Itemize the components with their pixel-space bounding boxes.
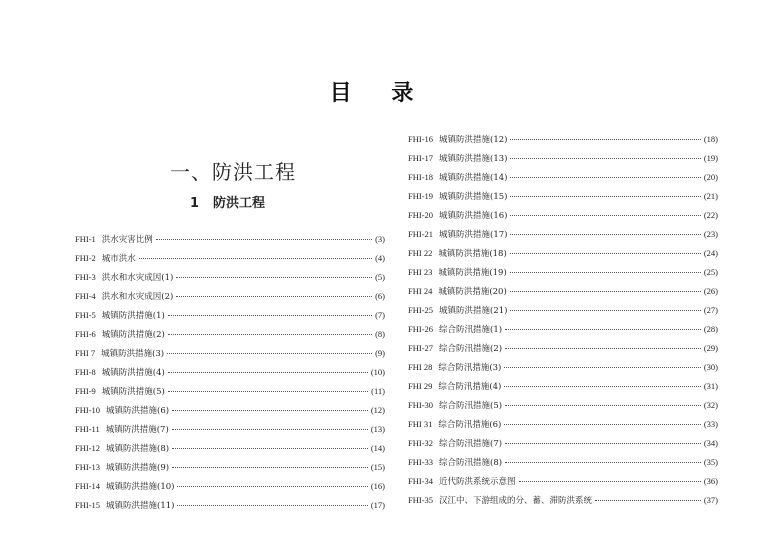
toc-entry-title: 城镇防洪措施(17) (439, 230, 508, 240)
toc-entry[interactable] (75, 233, 385, 252)
toc-entry-page: (34) (703, 438, 718, 448)
toc-entry-title: 城镇防洪措施(12) (439, 135, 508, 145)
toc-entry-page: (28) (703, 324, 718, 334)
toc-dot-leader (505, 404, 701, 406)
toc-dot-leader (505, 442, 701, 444)
toc-entry-title: 综合防汛措施(5) (439, 401, 503, 411)
toc-entry-title: 城镇防洪措施(18) (438, 249, 507, 259)
toc-dot-leader (505, 461, 701, 463)
toc-entry[interactable] (75, 404, 385, 423)
toc-entry-title: 汉江中、下游组成的分、蓄、滞防洪系统 (439, 496, 593, 506)
toc-dot-leader (510, 290, 701, 292)
toc-entry-code: FHI 31 (408, 419, 433, 429)
toc-dot-leader (510, 309, 700, 311)
toc-entry-code: FHI 7 (75, 348, 96, 358)
toc-entry[interactable] (75, 252, 385, 271)
toc-entry-code: FHI-18 (408, 172, 434, 182)
toc-entry-page: (23) (703, 229, 718, 239)
toc-entry-page: (21) (703, 191, 718, 201)
toc-dot-leader (510, 138, 700, 140)
toc-entry-code: FHI-10 (75, 405, 101, 415)
toc-entry[interactable] (75, 271, 385, 290)
toc-entry[interactable] (75, 442, 385, 461)
toc-dot-leader (177, 504, 367, 506)
toc-entry-code: FHI 23 (408, 267, 433, 277)
toc-left-column (75, 233, 385, 518)
toc-entry-title: 城镇防洪措施(5) (101, 387, 165, 397)
toc-dot-leader (176, 295, 372, 297)
toc-entry-title: 综合防汛措施(7) (439, 439, 503, 449)
toc-entry-page: (19) (703, 153, 718, 163)
toc-entry-title: 城市洪水 (101, 254, 136, 264)
toc-entry-code: FHI-35 (408, 495, 434, 505)
toc-dot-leader (595, 499, 701, 501)
toc-dot-leader (168, 333, 372, 335)
toc-entry[interactable] (408, 266, 718, 285)
toc-dot-leader (156, 238, 372, 240)
toc-dot-leader (139, 257, 372, 259)
toc-entry-code: FHI-30 (408, 400, 434, 410)
toc-right-column (408, 133, 718, 513)
toc-entry-title: 城镇防洪措施(20) (438, 287, 507, 297)
toc-entry-code: FHI-4 (75, 291, 96, 301)
toc-entry-page: (10) (370, 367, 385, 377)
toc-entry-code: FHI-20 (408, 210, 434, 220)
toc-entry[interactable] (75, 385, 385, 404)
toc-entry[interactable] (75, 499, 385, 518)
toc-entry[interactable] (408, 399, 718, 418)
toc-dot-leader (510, 157, 700, 159)
toc-entry-code: FHI-32 (408, 438, 434, 448)
toc-entry-title: 城镇防洪措施(19) (438, 268, 507, 278)
toc-entry-title: 城镇防洪措施(14) (439, 173, 508, 183)
toc-entry-page: (30) (703, 362, 718, 372)
sub-heading (190, 192, 265, 211)
toc-entry-page: (8) (375, 329, 385, 339)
toc-entry-code: FHI-25 (408, 305, 434, 315)
toc-entry-title: 城镇防洪措施(10) (106, 482, 175, 492)
toc-entry-page: (9) (375, 348, 385, 358)
toc-dot-leader (505, 328, 701, 330)
toc-entry-code: FHI-5 (75, 310, 96, 320)
toc-entry-page: (6) (375, 291, 385, 301)
toc-entry-page: (11) (371, 386, 385, 396)
toc-entry-code: FHI-21 (408, 229, 434, 239)
toc-entry-page: (4) (375, 253, 385, 263)
toc-entry-page: (7) (375, 310, 385, 320)
toc-entry-title: 城镇防洪措施(4) (101, 368, 165, 378)
page-title: 目 录 (329, 81, 430, 106)
toc-entry-title: 洪水灾害比例 (101, 235, 153, 245)
toc-entry[interactable] (408, 171, 718, 190)
toc-entry[interactable] (408, 247, 718, 266)
toc-dot-leader (510, 214, 700, 216)
toc-dot-leader (172, 466, 368, 468)
toc-dot-leader (172, 409, 368, 411)
toc-entry-code: FHI-14 (75, 481, 101, 491)
toc-entry-code: FHI-11 (75, 424, 100, 434)
toc-dot-leader (168, 390, 368, 392)
toc-entry-code: FHI-12 (75, 443, 101, 453)
section-heading: 一、防洪工程 (170, 160, 296, 184)
toc-dot-leader (510, 176, 700, 178)
toc-entry-title: 综合防汛措施(6) (438, 420, 502, 430)
toc-entry[interactable] (75, 309, 385, 328)
toc-entry[interactable] (408, 152, 718, 171)
toc-entry-title: 近代防洪系统示意图 (439, 477, 516, 487)
toc-entry-code: FHI-1 (75, 234, 96, 244)
toc-entry-code: FHI-6 (75, 329, 96, 339)
toc-entry-code: FHI-15 (75, 500, 101, 510)
toc-dot-leader (504, 385, 700, 387)
toc-entry-title: 洪水和水灾成因(2) (101, 292, 174, 302)
toc-entry[interactable] (408, 418, 718, 437)
toc-entry-code: FHI-27 (408, 343, 434, 353)
toc-entry-title: 洪水和水灾成因(1) (101, 273, 174, 283)
toc-entry-page: (25) (703, 267, 718, 277)
toc-dot-leader (176, 276, 372, 278)
toc-entry-code: FHI-26 (408, 324, 434, 334)
toc-entry[interactable] (408, 494, 718, 513)
toc-entry[interactable] (75, 423, 385, 442)
toc-dot-leader (172, 447, 368, 449)
toc-dot-leader (510, 233, 700, 235)
toc-entry[interactable] (408, 304, 718, 323)
toc-dot-leader (519, 480, 701, 482)
toc-entry-title: 城镇防洪措施(1) (101, 311, 165, 321)
toc-entry-page: (29) (703, 343, 718, 353)
toc-entry-page: (16) (370, 481, 385, 491)
sub-heading-number: 1 (190, 196, 200, 211)
toc-entry[interactable] (75, 480, 385, 499)
toc-dot-leader (168, 314, 372, 316)
toc-entry-page: (20) (703, 172, 718, 182)
toc-entry-title: 城镇防洪措施(7) (105, 425, 169, 435)
toc-entry-title: 综合防汛措施(4) (438, 382, 502, 392)
toc-entry[interactable] (408, 323, 718, 342)
toc-entry-page: (17) (370, 500, 385, 510)
toc-entry-code: FHI 28 (408, 362, 433, 372)
toc-entry-page: (35) (703, 457, 718, 467)
toc-dot-leader (510, 271, 701, 273)
toc-entry[interactable] (75, 461, 385, 480)
toc-entry[interactable] (408, 190, 718, 209)
toc-entry-title: 城镇防洪措施(11) (106, 501, 175, 511)
toc-entry-title: 综合防汛措施(1) (439, 325, 503, 335)
toc-entry-code: FHI 22 (408, 248, 433, 258)
toc-entry-page: (12) (370, 405, 385, 415)
toc-entry-page: (36) (703, 476, 718, 486)
toc-entry-title: 城镇防洪措施(16) (439, 211, 508, 221)
toc-entry-page: (32) (703, 400, 718, 410)
toc-entry-page: (26) (703, 286, 718, 296)
toc-dot-leader (168, 371, 368, 373)
toc-entry-title: 城镇防洪措施(15) (439, 192, 508, 202)
toc-entry-page: (3) (375, 234, 385, 244)
toc-entry-page: (18) (703, 134, 718, 144)
toc-entry-title: 综合防汛措施(8) (439, 458, 503, 468)
toc-entry[interactable] (408, 133, 718, 152)
toc-entry[interactable] (408, 228, 718, 247)
toc-dot-leader (172, 428, 368, 430)
toc-dot-leader (510, 195, 700, 197)
toc-dot-leader (177, 485, 367, 487)
toc-entry[interactable] (408, 285, 718, 304)
toc-entry-title: 城镇防洪措施(2) (101, 330, 165, 340)
toc-entry[interactable] (408, 342, 718, 361)
toc-entry[interactable] (408, 361, 718, 380)
toc-entry[interactable] (75, 290, 385, 309)
toc-dot-leader (510, 252, 701, 254)
toc-entry-title: 城镇防洪措施(8) (106, 444, 170, 454)
toc-entry-page: (14) (370, 443, 385, 453)
toc-entry-title: 综合防汛措施(3) (438, 363, 502, 373)
toc-entry-page: (37) (703, 495, 718, 505)
toc-dot-leader (504, 366, 700, 368)
toc-entry-title: 城镇防洪措施(3) (101, 349, 165, 359)
toc-entry[interactable] (75, 366, 385, 385)
toc-entry[interactable] (408, 437, 718, 456)
toc-entry-page: (13) (370, 424, 385, 434)
toc-entry-page: (27) (703, 305, 718, 315)
toc-entry-title: 城镇防洪措施(9) (106, 463, 170, 473)
toc-entry-code: FHI-3 (75, 272, 96, 282)
toc-entry-page: (15) (370, 462, 385, 472)
toc-entry[interactable] (408, 456, 718, 475)
toc-entry-code: FHI-33 (408, 457, 434, 467)
toc-entry-code: FHI-13 (75, 462, 101, 472)
toc-entry-title: 综合防汛措施(2) (439, 344, 503, 354)
toc-entry-page: (5) (375, 272, 385, 282)
toc-entry-page: (31) (703, 381, 718, 391)
toc-entry-code: FHI 29 (408, 381, 433, 391)
toc-entry-page: (24) (703, 248, 718, 258)
toc-dot-leader (167, 352, 372, 354)
toc-entry-code: FHI-8 (75, 367, 96, 377)
toc-entry-code: FHI-34 (408, 476, 434, 486)
toc-entry[interactable] (75, 347, 385, 366)
toc-entry-page: (22) (703, 210, 718, 220)
toc-entry-code: FHI-19 (408, 191, 434, 201)
toc-entry[interactable] (408, 209, 718, 228)
toc-dot-leader (505, 347, 701, 349)
toc-entry-code: FHI-2 (75, 253, 96, 263)
sub-heading-title: 防洪工程 (213, 196, 266, 211)
toc-entry-title: 城镇防洪措施(21) (439, 306, 508, 316)
toc-entry[interactable] (408, 475, 718, 494)
toc-dot-leader (504, 423, 700, 425)
toc-entry-title: 城镇防洪措施(13) (439, 154, 508, 164)
toc-entry-code: FHI-16 (408, 134, 434, 144)
toc-entry-code: FHI-9 (75, 386, 96, 396)
toc-entry-code: FHI-17 (408, 153, 434, 163)
toc-entry[interactable] (75, 328, 385, 347)
toc-entry-code: FHI 24 (408, 286, 433, 296)
toc-entry-title: 城镇防洪措施(6) (106, 406, 170, 416)
toc-entry-page: (33) (703, 419, 718, 429)
toc-entry[interactable] (408, 380, 718, 399)
